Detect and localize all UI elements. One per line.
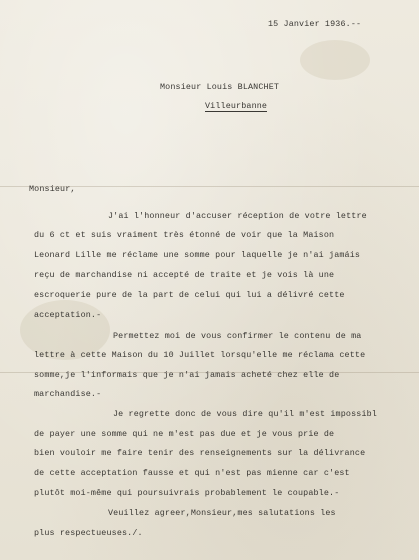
body-line: J'ai l'honneur d'accuser réception de votre lettre bbox=[108, 211, 367, 221]
body-line: reçu de marchandise ni accepté de traite et je vois là une bbox=[34, 270, 335, 280]
closing-line: Veuillez agreer,Monsieur,mes salutations les bbox=[108, 508, 336, 518]
body-line: lettre à cette Maison du 10 Juillet lorsqu'elle me réclama cette bbox=[34, 350, 366, 360]
body-line: de payer une somme qui ne m'est pas due et je vous prie de bbox=[34, 429, 335, 439]
body-line: acceptation.- bbox=[34, 310, 102, 320]
body-line: Leonard Lille me réclame une somme pour laquelle je n'ai jamáis bbox=[34, 250, 361, 260]
body-line: somme,je l'informais que je n'ai jamais acheté chez elle de bbox=[34, 370, 340, 380]
salutation: Monsieur, bbox=[29, 184, 76, 194]
body-line: Permettez moi de vous confirmer le contenu de ma bbox=[113, 331, 362, 341]
recipient-name: Monsieur Louis BLANCHET bbox=[160, 82, 280, 92]
body-line: Je regrette donc de vous dire qu'il m'est impossibl bbox=[113, 409, 377, 419]
letter-date: 15 Janvier 1936.-- bbox=[268, 19, 362, 29]
body-line: marchandise.- bbox=[34, 389, 102, 399]
paper-stain bbox=[300, 40, 370, 80]
closing-line: plus respectueuses./. bbox=[34, 528, 143, 538]
recipient-city: Villeurbanne bbox=[205, 101, 268, 111]
body-line: de cette acceptation fausse et qui n'est pas mienne car c'est bbox=[34, 468, 350, 478]
body-line: du 6 ct et suis vraiment très étonné de voir que la Maison bbox=[34, 230, 335, 240]
body-line: bien vouloir me faire tenir des renseignements sur la délivrance bbox=[34, 448, 366, 458]
body-line: escroquerie pure de la part de celui qui lui a délivré cette bbox=[34, 290, 345, 300]
body-line: plutôt moi-même qui poursuivrais probablement le coupable.- bbox=[34, 488, 340, 498]
